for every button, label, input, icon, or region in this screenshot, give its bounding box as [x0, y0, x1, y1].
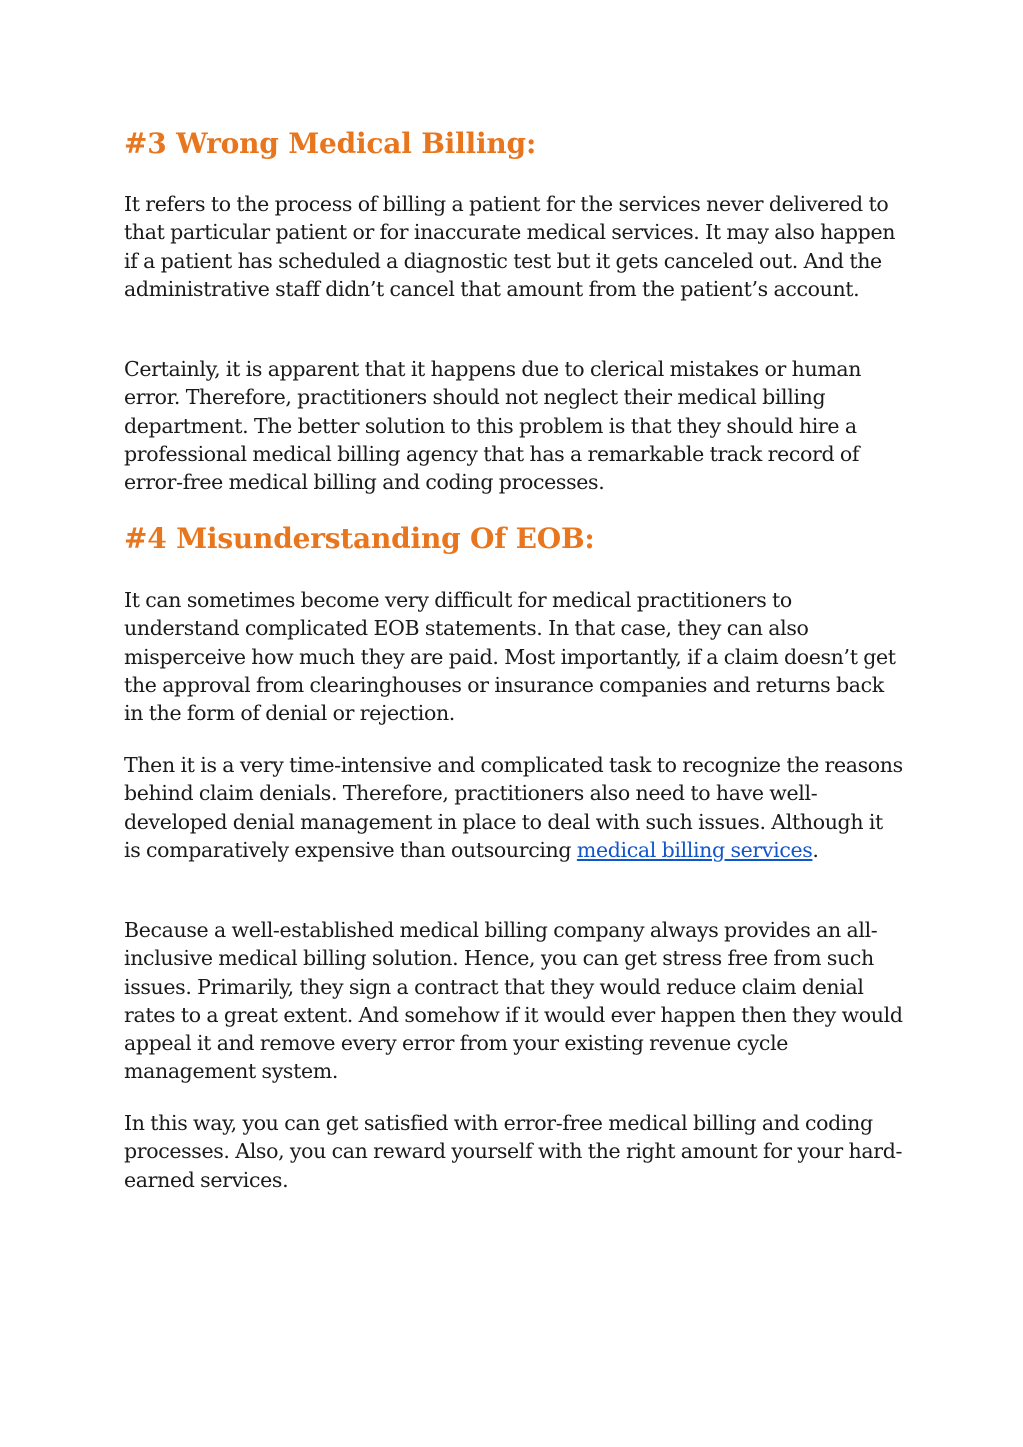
paragraph: Because a well-established medical billing company always provides an all-inclusive medical billing solution. Hence, you can get stress free from such issues. Primarily, they sign a contract that they would reduce claim denial rates to a great extent. And somehow if it would ever happen then they would appeal it and remove every error from your existing revenue cycle management system.: [124, 918, 903, 1084]
medical-billing-services-link[interactable]: medical billing services: [576, 837, 813, 862]
paragraph: It can sometimes become very difficult for medical practitioners to understand complicated EOB statements. In that case, they can also misperceive how much they are paid. Most importantly, if a claim doesn’t get the approval from clearinghouses or insurance companies and returns back in the form of denial or rejection.: [124, 588, 896, 726]
paragraph-with-link: [124, 751, 904, 864]
paragraph: Certainly, it is apparent that it happens due to clerical mistakes or human error. Therefore, practitioners should not neglect their medical billing department. The better solution to this problem is that they should hire a professional medical billing agency that has a remarkable track record of error-free medical billing and coding processes.: [124, 357, 862, 495]
section-heading-wrong-medical-billing: #3 Wrong Medical Billing:: [124, 127, 537, 160]
paragraph: It refers to the process of billing a patient for the services never delivered to that particular patient or for inaccurate medical services. It may also happen if a patient has scheduled a diagnostic test but it gets canceled out. And the administrative staff didn’t cancel that amount from the patient’s account.: [124, 192, 896, 301]
paragraph-text: Then it is a very time-intensive and complicated task to recognize the reasons behind claim denials. Therefore, practitioners also need to have well-developed denial management in place to deal with such issues. Although it is comparatively expensive than outsourcing: [124, 753, 903, 862]
section-heading-misunderstanding-eob: #4 Misunderstanding Of EOB:: [124, 522, 595, 555]
paragraph: In this way, you can get satisfied with error-free medical billing and coding processes. Also, you can reward yourself with the right amount for your hard-earned services.: [124, 1111, 903, 1192]
paragraph-text: .: [812, 837, 819, 862]
